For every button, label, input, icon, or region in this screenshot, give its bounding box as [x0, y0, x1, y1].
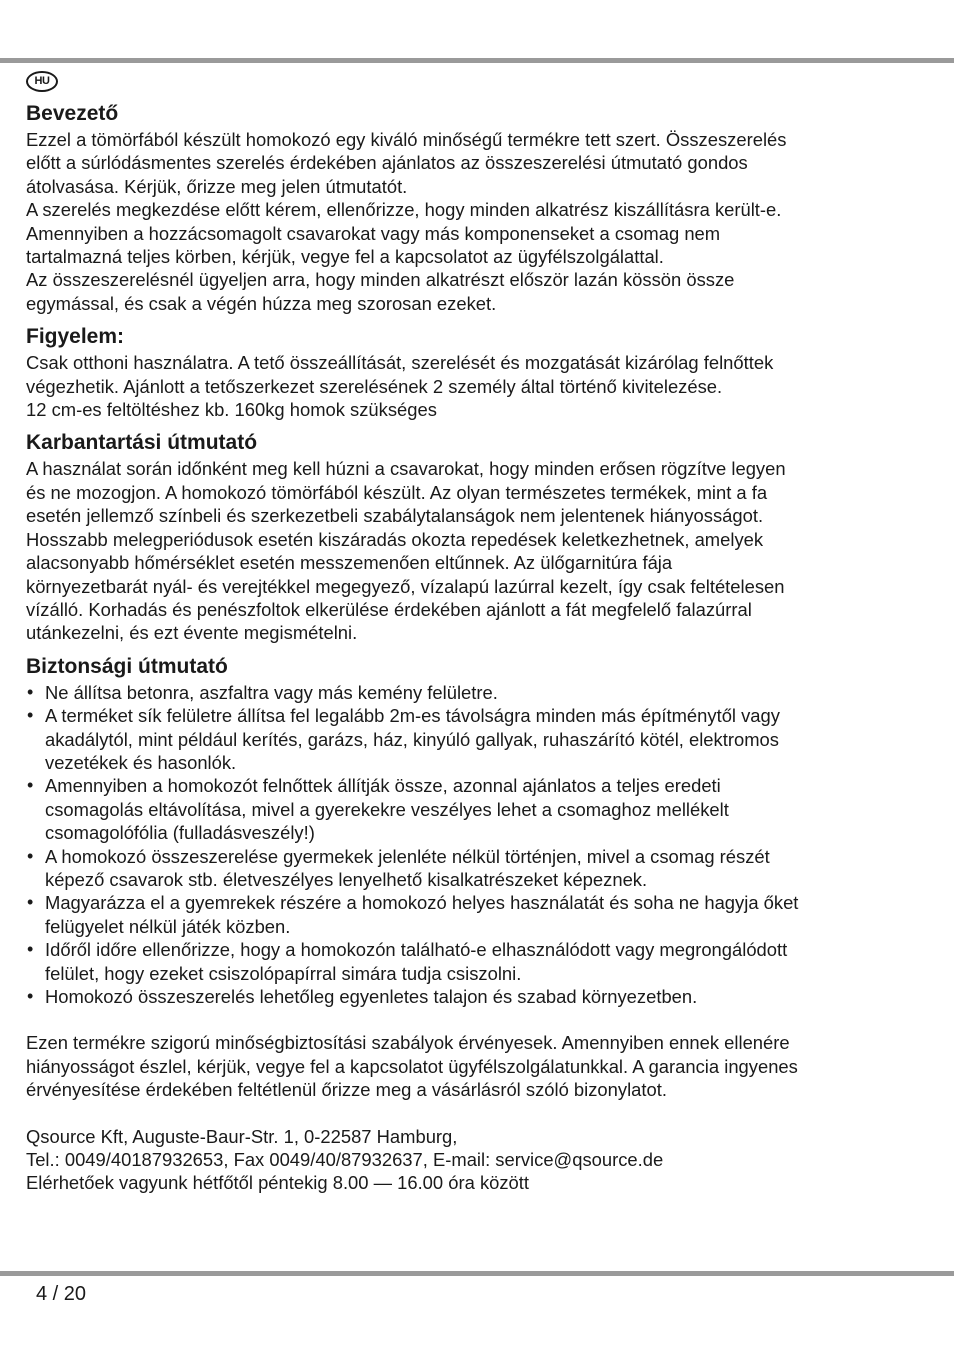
- text-line: Ezen termékre szigorú minőségbiztosítási szabályok érvényesek. Amennyiben ennek ellenére: [26, 1032, 790, 1054]
- text-line: környezetbarát nyál- és verejtékkel megegyező, vízalapú lazúrral kezelt, így csak feltételesen: [26, 575, 785, 597]
- text-line: utánkezelni, és ezt évente megismételni.: [26, 622, 358, 644]
- page-number: 4 / 20: [36, 1283, 87, 1305]
- text-line: tartalmazná teljes körben, kérjük, vegye fel a kapcsolatot az ügyfélszolgálattal.: [26, 246, 664, 268]
- text-line: akadálytól, mint például kerítés, garázs, ház, kinyúló gallyak, ruhaszárító kötél, elektromos: [45, 728, 779, 750]
- text-line: • Homokozó összeszerelés lehetőleg egyenletes talajon és szabad környezetben.: [45, 986, 698, 1007]
- text-line: képező csavarok stb. életveszélyes lenyelhető kisalkatrészeket képeznek.: [45, 868, 648, 890]
- top-divider: [0, 58, 954, 63]
- company-address: Qsource Kft, Auguste-Baur-Str. 1, 0-22587 Hamburg,: [26, 1125, 458, 1147]
- text-line: előtt a súrlódásmentes szerelés érdekében ajánlatos az összeszerelési útmutató gondos: [26, 152, 748, 174]
- text-line: érvényesítése érdekében feltétlenül őrizze meg a vásárlásról szóló bizonylatot.: [26, 1079, 667, 1101]
- section-intro: [26, 100, 906, 315]
- maintenance-heading: Karbantartási útmutató: [26, 431, 258, 455]
- text-line: átolvasása. Kérjük, őrizze meg jelen útmutatót.: [26, 175, 408, 197]
- text-line: • Amennyiben a homokozót felnőttek állítják össze, azonnal ajánlatos a teljes eredeti: [45, 775, 721, 797]
- text-line: egymással, és csak a végén húzza meg szorosan ezeket.: [26, 292, 497, 314]
- intro-text: [26, 128, 906, 315]
- text-line: felület, hogy ezeket csiszolópapírral simára tudja csiszolni.: [45, 962, 522, 984]
- safety-list: [26, 681, 906, 1009]
- text-line: Csak otthoni használatra. A tető összeállítását, szerelését és mozgatását kizárólag felnőttek: [26, 352, 774, 374]
- text-line: csomagolás eltávolítása, mivel a gyerekekre veszélyes lehet a csomaghoz mellékelt: [45, 798, 729, 820]
- warranty-paragraph: [26, 1031, 906, 1101]
- text-line: vezetékek és hasonlók.: [45, 751, 237, 773]
- maintenance-text: [26, 457, 906, 644]
- text-line: alacsonyabb hőmérséklet esetén messzemenően eltűnnek. Az ülőgarnitúra fája: [26, 552, 673, 574]
- text-line: végezhetik. Ajánlott a tetőszerkezet szerelésének 2 személy által történő kivitelezése.: [26, 375, 723, 397]
- list-item: [26, 845, 906, 892]
- text-line: A szerelés megkezdése előtt kérem, ellenőrizze, hogy minden alkatrész kiszállításra került-e.: [26, 199, 782, 221]
- section-safety: [26, 653, 906, 1009]
- opening-hours: Elérhetőek vagyunk hétfőtől péntekig 8.00 — 16.00 óra között: [26, 1172, 530, 1194]
- text-line: csomagolófólia (fulladásveszély!): [45, 822, 315, 844]
- document-body: [26, 100, 906, 1195]
- warning-text: [26, 351, 906, 421]
- text-line: • A terméket sík felületre állítsa fel legalább 2m-es távolságra minden más építménytől vagy: [45, 705, 780, 727]
- language-badge-icon: HU: [26, 71, 58, 92]
- section-warning: [26, 323, 906, 421]
- phone-fax-email: Tel.: 0049/40187932653, Fax 0049/40/87932637, E-mail: service@qsource.de: [26, 1149, 664, 1171]
- list-item: [26, 704, 906, 774]
- safety-heading: Biztonsági útmutató: [26, 654, 228, 678]
- contact-block: [26, 1125, 906, 1195]
- list-item: [26, 938, 906, 985]
- section-maintenance: [26, 429, 906, 644]
- bottom-divider: [0, 1271, 954, 1276]
- text-line: Amennyiben a hozzácsomagolt csavarokat vagy más komponenseket a csomag nem: [26, 222, 721, 244]
- text-line: felügyelet nélkül játék közben.: [45, 915, 291, 937]
- intro-heading: Bevezető: [26, 102, 119, 125]
- text-line: 12 cm-es feltöltéshez kb. 160kg homok szükséges: [26, 399, 437, 421]
- list-item: [26, 891, 906, 938]
- text-line: • Magyarázza el a gyemrekek részére a homokozó helyes használatát és soha ne hagyja őket: [45, 892, 799, 914]
- warning-heading: Figyelem:: [26, 325, 125, 349]
- list-item: [26, 774, 906, 844]
- list-item: [26, 681, 906, 704]
- text-line: • Időről időre ellenőrizze, hogy a homokozón található-e elhasználódott vagy megrongálódott: [45, 939, 788, 961]
- text-line: A használat során időnként meg kell húzni a csavarokat, hogy minden erősen rögzítve legyen: [26, 458, 786, 480]
- text-line: esetén jellemző színbeli és szerkezetbeli szabálytalanságok nem jelentenek hiányosságot.: [26, 505, 764, 527]
- text-line: • A homokozó összeszerelése gyermekek jelenléte nélkül történjen, mivel a csomag részét: [45, 845, 770, 867]
- text-line: és ne mozogjon. A homokozó tömörfából készült. Az olyan természetes termékek, mint a fa: [26, 481, 768, 503]
- text-line: hiányosságot észlel, kérjük, vegye fel a kapcsolatot ügyfélszolgálatunkkal. A garancia ingyenes: [26, 1055, 798, 1077]
- text-line: Az összeszerelésnél ügyeljen arra, hogy minden alkatrészt először lazán kössön össze: [26, 269, 735, 291]
- text-line: Hosszabb melegperiódusok esetén kiszáradás okozta repedések keletkezhetnek, amelyek: [26, 528, 764, 550]
- list-item: [26, 985, 906, 1008]
- text-line: • Ne állítsa betonra, aszfaltra vagy más kemény felületre.: [45, 681, 498, 703]
- text-line: vízálló. Korhadás és penészfoltok elkerülése érdekében ajánlott a fát megfelelő falazúrral: [26, 598, 752, 620]
- text-line: Ezzel a tömörfából készült homokozó egy kiváló minőségű termékre tett szert. Összeszerelés: [26, 129, 787, 150]
